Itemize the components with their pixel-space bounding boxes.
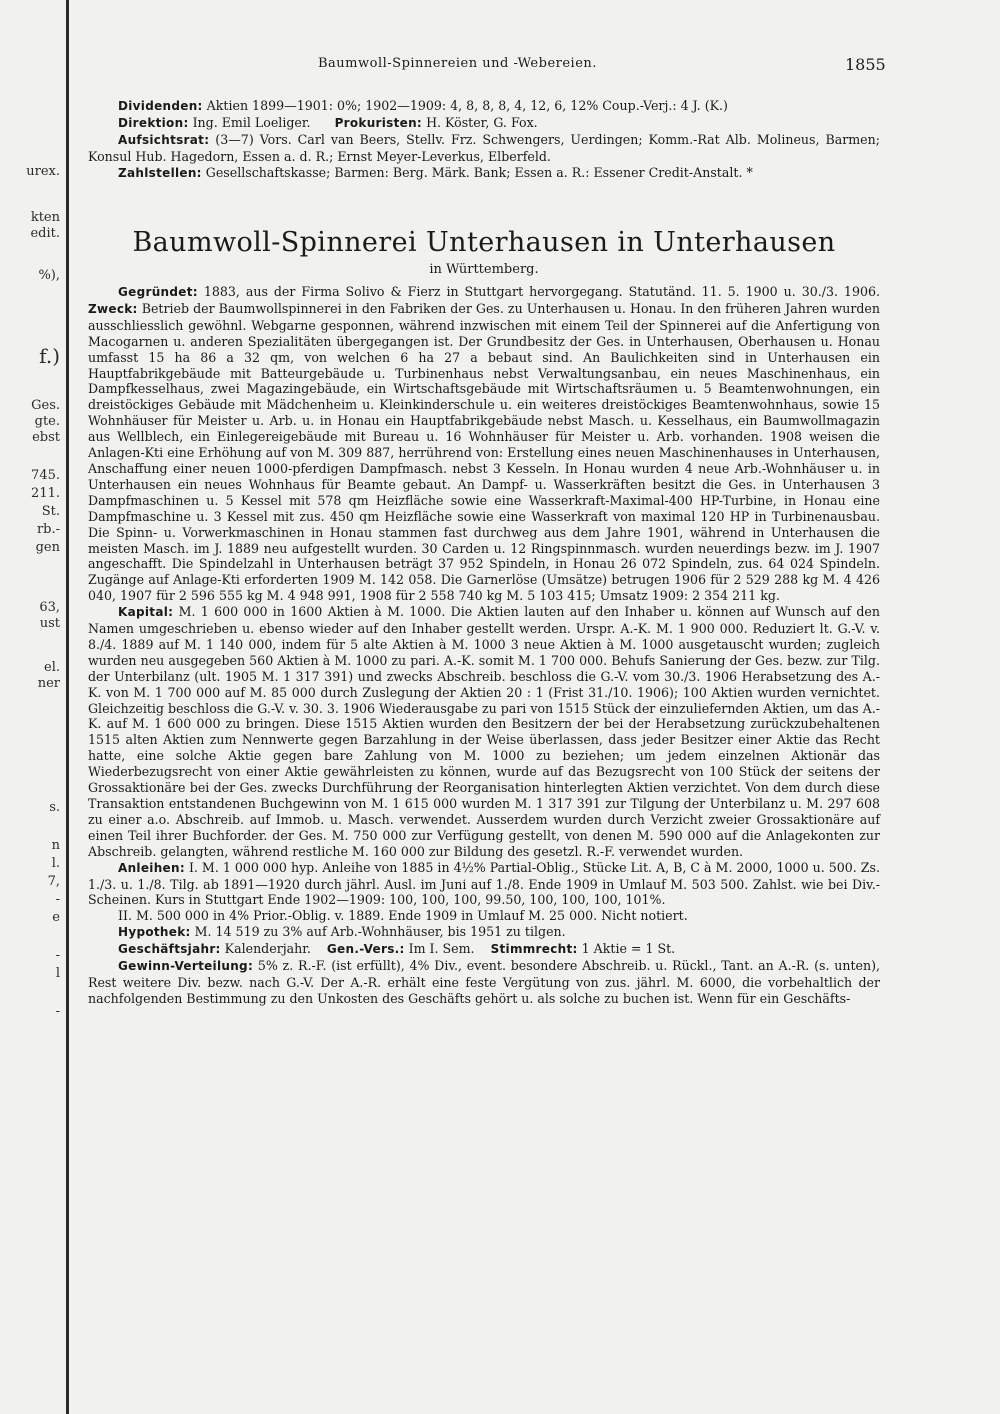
board-text: (3—7) Vors. Carl van Beers, Stellv. Frz. Schwengers, Uerdingen; Komm.-Rat Alb. Molineus, Barmen; Konsul Hub. Hagedorn, Essen a. d. R.; Ernst Meyer-Leverkus, Elberfeld. (88, 131, 880, 164)
dividends-text: Aktien 1899—1901: 0%; 1902—1909: 4, 8, 8, 8, 4, 12, 6, 12% Coup.-Verj.: 4 J. (K.) (206, 98, 728, 113)
prev-fragment: ner (37, 676, 60, 691)
prev-fragment: l. (51, 856, 60, 871)
page-gutter-divider (66, 0, 69, 1414)
paying-agents-label: Zahlstellen: (118, 165, 202, 180)
profit-paragraph (88, 958, 880, 1007)
capital-paragraph (88, 604, 880, 860)
direction-line (88, 115, 880, 132)
loans2-text: II. M. 500 000 in 4% Prior.-Oblig. v. 1889. Ende 1909 in Umlauf M. 25 000. Nicht notiert. (118, 908, 688, 924)
capital-text: M. 1 600 000 in 1600 Aktien à M. 1000. Die Aktien lauten auf den Inhaber u. können auf Wunsch auf den Namen umgeschrieben u. ebenso wieder auf den Inhaber gestellt werden. Urspr. A.-K. M. 1 900 000. Reduziert lt. G.-V. v. 8./4. 1889 auf M. 1 140 000, indem für 5 alte Aktien à M. 1000 3 neue Aktien à M. 1000 ausgetauscht wurden; zugleich wurden neu ausgegeben 560 Aktien à M. 1000 zu pari. A.-K. somit M. 1 700 000. Behufs Sanierung der Ges. bezw. zur Tilg. der Unterbilanz (ult. 1905 M. 1 317 391) und zwecks Abschreib. beschloss die G.-V. vom 30./3. 1906 Herabsetzung des A.-K. von M. 1 700 000 auf M. 85 000 durch Zuslegung der Aktien 20 : 1 (Frist 31./10. 1906); 100 Aktien wurden vernichtet. Gleichzeitig beschloss die G.-V. v. 30. 3. 1906 Wiederausgabe zu pari von 1515 Stück der einzuliefernden Aktien, um das A.-K. auf M. 1 600 000 zu bringen. Diese 1515 Aktien wurden den Besitzern der bei der Herabsetzung zurückzubehaltenen 1515 alten Aktien zum Nennwerte gegen Barzahlung in der Weise überlassen, dass jeder Besitzer einer Aktie das Recht hatte, eine solche Aktie gegen bare Zahlung von M. 1000 zu beziehen; um jedem einzelnen Aktionär das Wiederbezugsrecht von einer Aktie gewährleisten zu können, wurde auf das Bezugsrecht von 100 Stück der seitens der Grossaktionäre bei der Ges. zwecks Durchführung der Reorganisation hinterlegten Aktien verzichtet. Von dem durch diese Transaktion entstandenen Buchgewinn von M. 1 615 000 wurden M. 1 317 391 zur Tilgung der Unterbilanz u. M. 297 608 zu einer a.o. Abschreib. auf Immob. u. Masch. verwendet. Ausserdem wurden durch Verzicht zweier Grossaktionäre auf einen Teil ihrer Buchforder. der Ges. M. 750 000 zur Verfügung gestellt, von denen M. 590 000 auf die Anlagekonten zur Abschreib. gelangten, während restliche M. 160 000 zur Bildung des gesetzl. R.-F. verwendet wurden. (88, 604, 880, 859)
fiscal-label: Geschäftsjahr: (118, 942, 221, 957)
board-label: Aufsichtsrat: (118, 132, 210, 147)
mortgage-paragraph (88, 924, 880, 941)
prev-fragment: edit. (30, 226, 60, 241)
founded-label: Gegründet: (118, 285, 198, 299)
board-line (88, 132, 880, 165)
prev-fragment: gen (35, 540, 60, 555)
loans-label: Anleihen: (118, 860, 185, 875)
purpose-label: Zweck: (88, 301, 138, 316)
purpose-text: Betrieb der Baumwollspinnerei in den Fabriken der Ges. zu Unterhausen u. Honau. In den früheren Jahren wurden ausschliesslich gewöhnl. Webgarne gesponnen, während inzwischen mit einem Teil der Spinnerei auf die Anfertigung von Macogarnen u. anderen Spezialitäten übergegangen ist. Der Grundbesitz der Ges. in Unterhausen, Oberhausen u. Honau umfasst 15 ha 86 a 32 qm, von welchen 6 ha 27 a bebaut sind. An Baulichkeiten sind in Unterhausen ein Hauptfabrikgebäude mit Batteurgebäude u. Turbinenhaus nebst Verwaltungsanbau, ein neues Maschinenhaus, ein Dampfkesselhaus, zwei Magazingebäude, ein Wirtschaftsgebäude mit Wirtschaftsräumen u. 5 Beamtenwohnungen, ein dreistöckiges Gebäude mit Mädchenheim u. Kleinkinderschule u. ein weiteres dreistöckiges Beamtenwohnhaus, sowie 15 Wohnhäuser für Meister u. Arb. u. in Honau ein Hauptfabrikgebäude nebst Masch. u. Kesselhaus, ein Baumwollmagazin aus Wellblech, ein Einlegereigebäude mit Bureau u. 16 Wohnhäuser für Meister u. Arb. vorhanden. 1908 weisen die Anlagen-Kti eine Erhöhung auf von M. 309 887, herrührend von: Erstellung eines neuen Maschinenhauses in Unterhausen, Anschaffung einer neuen 1000-pferdigen Dampfmasch. nebst 3 Kesseln. In Honau wurden 4 neue Arb.-Wohnhäuser u. in Unterhausen ein neues Wohnhaus für Beamte gebaut. An Dampf- u. Wasserkräften besitzt die Ges. in Unterhausen 3 Dampfmaschinen u. 5 Kessel mit 578 qm Heizfläche sowie eine Wasserkraft-Maximal-400 HP-Turbine, in Honau eine Dampfmaschine u. 3 Kessel mit zus. 450 qm Heizfläche sowie eine Wasserkraft von maximal 120 HP in Turbinenausbau. Die Spinn- u. Vorwerkmaschinen in Honau stammen fast durchweg aus dem Jahre 1901, während in Unterhausen die meisten Masch. im J. 1889 neu aufgestellt wurden. 30 Carden u. 12 Ringspinnmasch. wurden neuerdings bezw. im J. 1907 angeschafft. Die Spindelzahl in Unterhausen beträgt 37 952 Spindeln, in Honau 26 072 Spindeln, zus. 64 024 Spindeln. Zugänge auf Anlage-Kti erforderten 1909 M. 142 058. Die Garnerlöse (Umsätze) betrugen 1906 für 2 529 288 kg M. 4 426 040, 1907 für 2 596 555 kg M. 4 948 991, 1908 für 2 558 740 kg M. 5 103 415; Umsatz 1909: 2 354 211 kg. (88, 300, 880, 604)
loans-text: I. M. 1 000 000 hyp. Anleihe von 1885 in 4½% Partial-Oblig., Stücke Lit. A, B, C à M. 2000, 1000 u. 500. Zs. 1./3. u. 1./8. Tilg. ab 1891—1920 durch jährl. Ausl. im Juni auf 1./8. Ende 1909 in Umlauf M. 503 500. Zahlst. wie bei Div.-Scheinen. Kurs in Stuttgart Ende 1902—1909: 100, 100, 100, 99.50, 100, 100, 100, 101%. (88, 859, 880, 908)
vote-text: 1 Aktie = 1 St. (581, 941, 676, 957)
entry-body (88, 284, 880, 1007)
entry-subtitle: in Württemberg. (429, 262, 539, 277)
mortgage-text: M. 14 519 zu 3% auf Arb.-Wohnhäuser, bis 1951 zu tilgen. (194, 924, 566, 940)
loans2-paragraph (88, 908, 880, 924)
prev-fragment: - (55, 1004, 60, 1019)
prev-fragment: ust (39, 616, 60, 631)
direction-text: Ing. Emil Loeliger. (192, 114, 311, 130)
dividends-label: Dividenden: (118, 99, 203, 113)
prev-fragment: %), (38, 268, 60, 283)
page-number: 1855 (845, 55, 886, 74)
running-header: Baumwoll-Spinnereien und -Webereien. (318, 56, 597, 71)
prev-fragment: n (51, 838, 60, 853)
prev-fragment: 63, (39, 600, 60, 615)
prev-fragment: rb.- (36, 522, 60, 537)
prev-fragment: el. (44, 660, 60, 675)
prev-fragment: 211. (31, 486, 60, 501)
founded-text: 1883, aus der Firma Solivo & Fierz in Stuttgart hervorgegang. Statutänd. 11. 5. 1900 u. 30./3. 1906. (203, 284, 880, 299)
previous-entry-tail (88, 98, 880, 182)
prev-fragment: f.) (39, 344, 60, 368)
procurists-text: H. Köster, G. Fox. (426, 114, 538, 130)
prev-fragment: e (52, 910, 60, 925)
prev-fragment: - (55, 892, 60, 907)
prev-fragment: St. (41, 504, 60, 519)
founded-purpose-paragraph (88, 284, 880, 604)
prev-fragment: 745. (31, 468, 60, 483)
paying-agents-line (88, 165, 880, 182)
loans-paragraph (88, 860, 880, 909)
profit-text: 5% z. R.-F. (ist erfüllt), 4% Div., event. besondere Abschreib. u. Rückl., Tant. an A.-R. (s. unten), Rest weitere Div. bezw. nach G.-V. Der A.-R. erhält eine feste Vergütung von zus. jährl. M. 6000, die vorbehaltlich der nachfolgenden Bestimmung zu den Unkosten des Geschäfts gehört u. als solche zu buchen ist. Wenn für ein Geschäfts- (88, 958, 880, 1006)
vote-label: Stimmrecht: (490, 942, 578, 957)
mortgage-label: Hypothek: (118, 925, 191, 940)
prev-fragment: Ges. (31, 398, 60, 413)
prev-fragment: kten (30, 210, 60, 225)
prev-fragment: s. (49, 800, 60, 815)
fiscal-text: Kalenderjahr. (224, 941, 311, 957)
procurists-label: Prokuristen: (334, 115, 423, 130)
meeting-text: Im I. Sem. (408, 941, 475, 957)
fiscal-paragraph (88, 941, 880, 958)
capital-label: Kapital: (118, 605, 174, 620)
direction-label: Direktion: (118, 115, 189, 130)
prev-fragment: l (55, 966, 60, 981)
paying-agents-text: Gesellschaftskasse; Barmen: Berg. Märk. Bank; Essen a. R.: Essener Credit-Anstalt. * (205, 164, 753, 180)
prev-fragment: gte. (34, 414, 60, 429)
prev-fragment: - (55, 948, 60, 963)
profit-label: Gewinn-Verteilung: (118, 959, 254, 974)
prev-fragment: urex. (26, 164, 60, 179)
entry-title: Baumwoll-Spinnerei Unterhausen in Unterhausen (132, 227, 836, 258)
prev-fragment: 7, (47, 874, 60, 889)
prev-fragment: ebst (32, 430, 60, 445)
meeting-label: Gen.-Vers.: (326, 942, 405, 957)
dividends-line (88, 98, 880, 115)
